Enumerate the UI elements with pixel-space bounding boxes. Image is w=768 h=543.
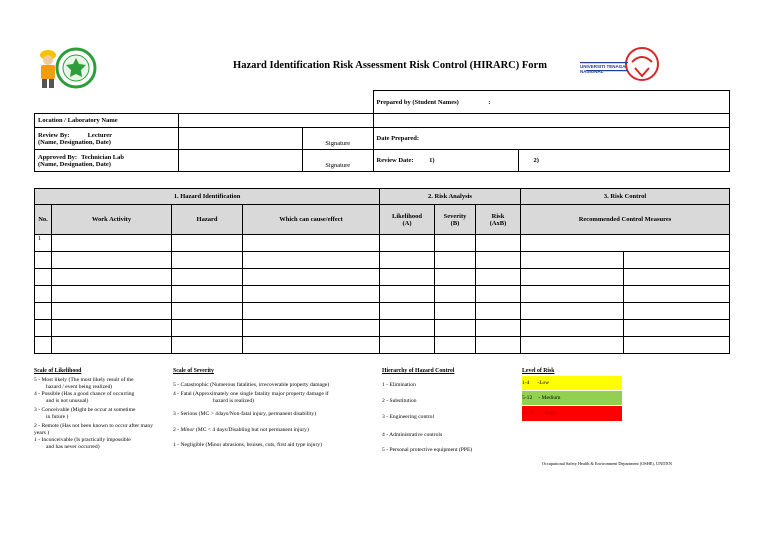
risk-level-heading: Level of Risk [522,368,555,374]
risk-level-legend [522,368,622,421]
table-cell[interactable] [521,235,730,252]
table-cell[interactable] [52,269,172,286]
col-likelihood [380,205,435,235]
severity-minor-label: Minor [180,427,195,433]
review-by-role: Lecturer [87,131,113,139]
section-risk-control: 3. Risk Control [521,189,730,205]
likelihood-item: and is not unusual) [46,398,89,404]
approved-signature-label: Signature [303,150,374,172]
risk-level-low [522,376,622,390]
hierarchy-legend [382,368,517,454]
col-likelihood-1: Likelihood [392,212,422,220]
likelihood-item: and has never occurred) [46,444,100,450]
table-cell[interactable] [52,303,172,320]
safety-first-logo [36,44,98,90]
date-prepared-label: Date Prepared: [373,128,730,150]
table-cell[interactable] [476,252,521,269]
table-cell[interactable] [476,286,521,303]
location-right-blank [373,114,730,128]
likelihood-item: 5 - Most likely (The most likely result of the [34,377,134,383]
severity-item: hazard is realized) [213,398,254,404]
hierarchy-item: 4 - Administrative controls [382,432,443,438]
table-cell[interactable] [624,303,730,320]
approved-by-role: Technician Lab [81,153,125,161]
risk-med-label: - Medium [538,395,561,401]
col-severity-1: Severity [443,212,467,220]
risk-high-range: 15-25 [522,410,536,416]
table-cell[interactable] [521,286,624,303]
risk-low-range: 1-4 [522,380,530,386]
table-row [35,286,730,303]
review-date-2: 2) [533,157,539,164]
col-effect: Which can cause/effect [243,205,380,235]
table-cell[interactable] [243,337,380,354]
likelihood-item: in future ) [46,414,69,420]
hierarchy-item: 2 - Substitution [382,398,417,404]
location-label: Location / Laboratory Name [35,114,179,128]
review-date-label: Review Date: [376,157,414,164]
section-hazard-identification: 1. Hazard Identification [35,189,380,205]
hierarchy-item: 5 - Personal protective equipment (PPE) [382,447,473,453]
col-no: No. [35,205,52,235]
severity-item: 5 - Catastrophic (Numerous fatalities, irrecoverable property damage) [173,382,330,388]
table-cell[interactable] [172,320,243,337]
table-cell[interactable] [172,269,243,286]
table-cell[interactable] [52,320,172,337]
table-cell[interactable] [243,286,380,303]
table-cell[interactable] [380,269,435,286]
review-by-sub: (Name, Designation, Date) [38,138,111,146]
likelihood-heading: Scale of Likelihood [34,368,82,374]
approved-by-sub: (Name, Designation, Date) [38,160,111,168]
table-row [35,235,730,252]
table-cell[interactable] [172,252,243,269]
review-date-2-cell[interactable] [518,150,730,172]
table-cell[interactable] [243,252,380,269]
table-cell[interactable] [52,337,172,354]
risk-level-high [522,406,622,421]
table-cell[interactable] [35,286,52,303]
table-cell[interactable] [624,337,730,354]
approved-by-field[interactable] [179,150,303,172]
table-cell[interactable] [435,286,476,303]
likelihood-legend [34,368,174,451]
prepared-by-label: Prepared by (Student Names) [376,98,459,106]
table-cell[interactable] [521,269,624,286]
table-cell[interactable] [172,337,243,354]
table-cell[interactable] [476,320,521,337]
risk-high-label: - High [541,410,556,416]
table-cell[interactable] [521,303,624,320]
table-cell[interactable] [624,252,730,269]
footer-note: Occupational Safety Health & Environment Department (OSHE), UNITEN [541,461,672,466]
risk-med-range: 5-12 [522,395,533,401]
table-cell[interactable] [521,252,624,269]
table-cell[interactable] [243,235,380,252]
table-cell[interactable] [476,303,521,320]
uniten-logo-text: UNIVERSITI TENAGA NASIONAL [580,64,626,74]
table-cell[interactable] [35,303,52,320]
likelihood-item: years ) [34,430,50,436]
review-by-label [35,128,179,150]
prepared-by-cell[interactable] [373,91,730,114]
table-row [35,303,730,320]
severity-heading: Scale of Severity [173,368,214,374]
table-cell[interactable] [172,286,243,303]
severity-minor-prefix: 2 - [173,427,181,433]
table-cell[interactable] [380,286,435,303]
table-row [35,269,730,286]
hierarchy-item: 3 - Engineering control [382,414,435,420]
likelihood-item: 1 - Inconceivable (Is practically impossible [34,437,131,443]
col-risk-1: Risk [491,212,505,220]
col-likelihood-2: (A) [402,219,412,227]
review-date-1: 1) [429,157,435,164]
table-cell[interactable] [172,235,243,252]
section-risk-analysis: 2. Risk Analysis [380,189,521,205]
approved-by-label [35,150,179,172]
table-cell[interactable] [35,252,52,269]
table-cell[interactable] [243,303,380,320]
table-cell[interactable] [624,269,730,286]
col-hazard: Hazard [172,205,243,235]
table-cell[interactable] [435,303,476,320]
table-cell[interactable] [476,269,521,286]
table-cell[interactable] [380,337,435,354]
table-row [35,337,730,354]
severity-item: 3 - Serious (MC > 4days/Non-fatal injury, permanent disability) [173,411,317,417]
col-severity-2: (B) [450,219,460,227]
table-cell[interactable] [380,252,435,269]
severity-legend [173,368,373,449]
hierarchy-item: 1 - Elimination [382,382,416,388]
col-risk-2: (AxB) [489,219,507,227]
review-by-field[interactable] [179,128,303,150]
location-field[interactable] [179,114,374,128]
table-cell[interactable] [624,320,730,337]
table-cell[interactable] [52,252,172,269]
hierarchy-heading: Hierarchy of Hazard Control [382,368,455,374]
table-row [35,252,730,269]
hirarc-table [34,188,730,354]
table-cell[interactable] [35,320,52,337]
risk-level-medium [522,391,622,405]
likelihood-item: 3 - Conceivable (Might be occur at sometime [34,407,136,413]
review-date-cell[interactable] [373,150,518,172]
review-signature-label: Signature [303,128,374,150]
table-cell[interactable] [435,269,476,286]
col-control-measures: Recommended Control Measures [521,205,730,235]
table-cell[interactable] [476,235,521,252]
table-cell[interactable] [52,235,172,252]
table-cell[interactable] [380,320,435,337]
severity-item: 4 - Fatal (Approximately one single fatality major property damage if [173,391,329,397]
likelihood-item: hazard / event being realized) [46,384,113,390]
likelihood-item: 2 - Remote (Has not been known to occur after many [34,423,153,429]
approved-by-text: Approved By: [38,153,78,161]
severity-minor-text: (MC < 4 days/Disabling but not permanent injury) [194,427,309,433]
table-cell[interactable] [172,303,243,320]
table-cell[interactable] [521,337,624,354]
likelihood-item: 4 - Possible (Has a good chance of occurring [34,391,135,397]
row-number: 1 [35,235,52,252]
col-work-activity: Work Activity [52,205,172,235]
table-cell[interactable] [380,235,435,252]
info-table [34,90,730,172]
severity-item: 1 - Negligible (Minor abrasions, bruises, cuts, first aid type injury) [173,442,322,448]
col-severity [435,205,476,235]
col-risk [476,205,521,235]
uniten-logo [580,46,668,86]
risk-low-label: -Low [537,380,549,386]
table-cell[interactable] [435,337,476,354]
table-cell[interactable] [476,337,521,354]
review-by-text: Review By: [38,131,70,139]
table-cell[interactable] [243,269,380,286]
form-title: Hazard Identification Risk Assessment Risk Control (HIRARC) Form [233,60,547,71]
table-cell[interactable] [435,235,476,252]
table-cell[interactable] [35,337,52,354]
table-cell[interactable] [435,252,476,269]
table-cell[interactable] [52,286,172,303]
table-cell[interactable] [521,320,624,337]
prepared-by-colon: : [488,98,491,106]
table-cell[interactable] [243,320,380,337]
table-cell[interactable] [35,269,52,286]
table-cell[interactable] [624,286,730,303]
table-cell[interactable] [380,303,435,320]
table-row [35,320,730,337]
table-cell[interactable] [435,320,476,337]
